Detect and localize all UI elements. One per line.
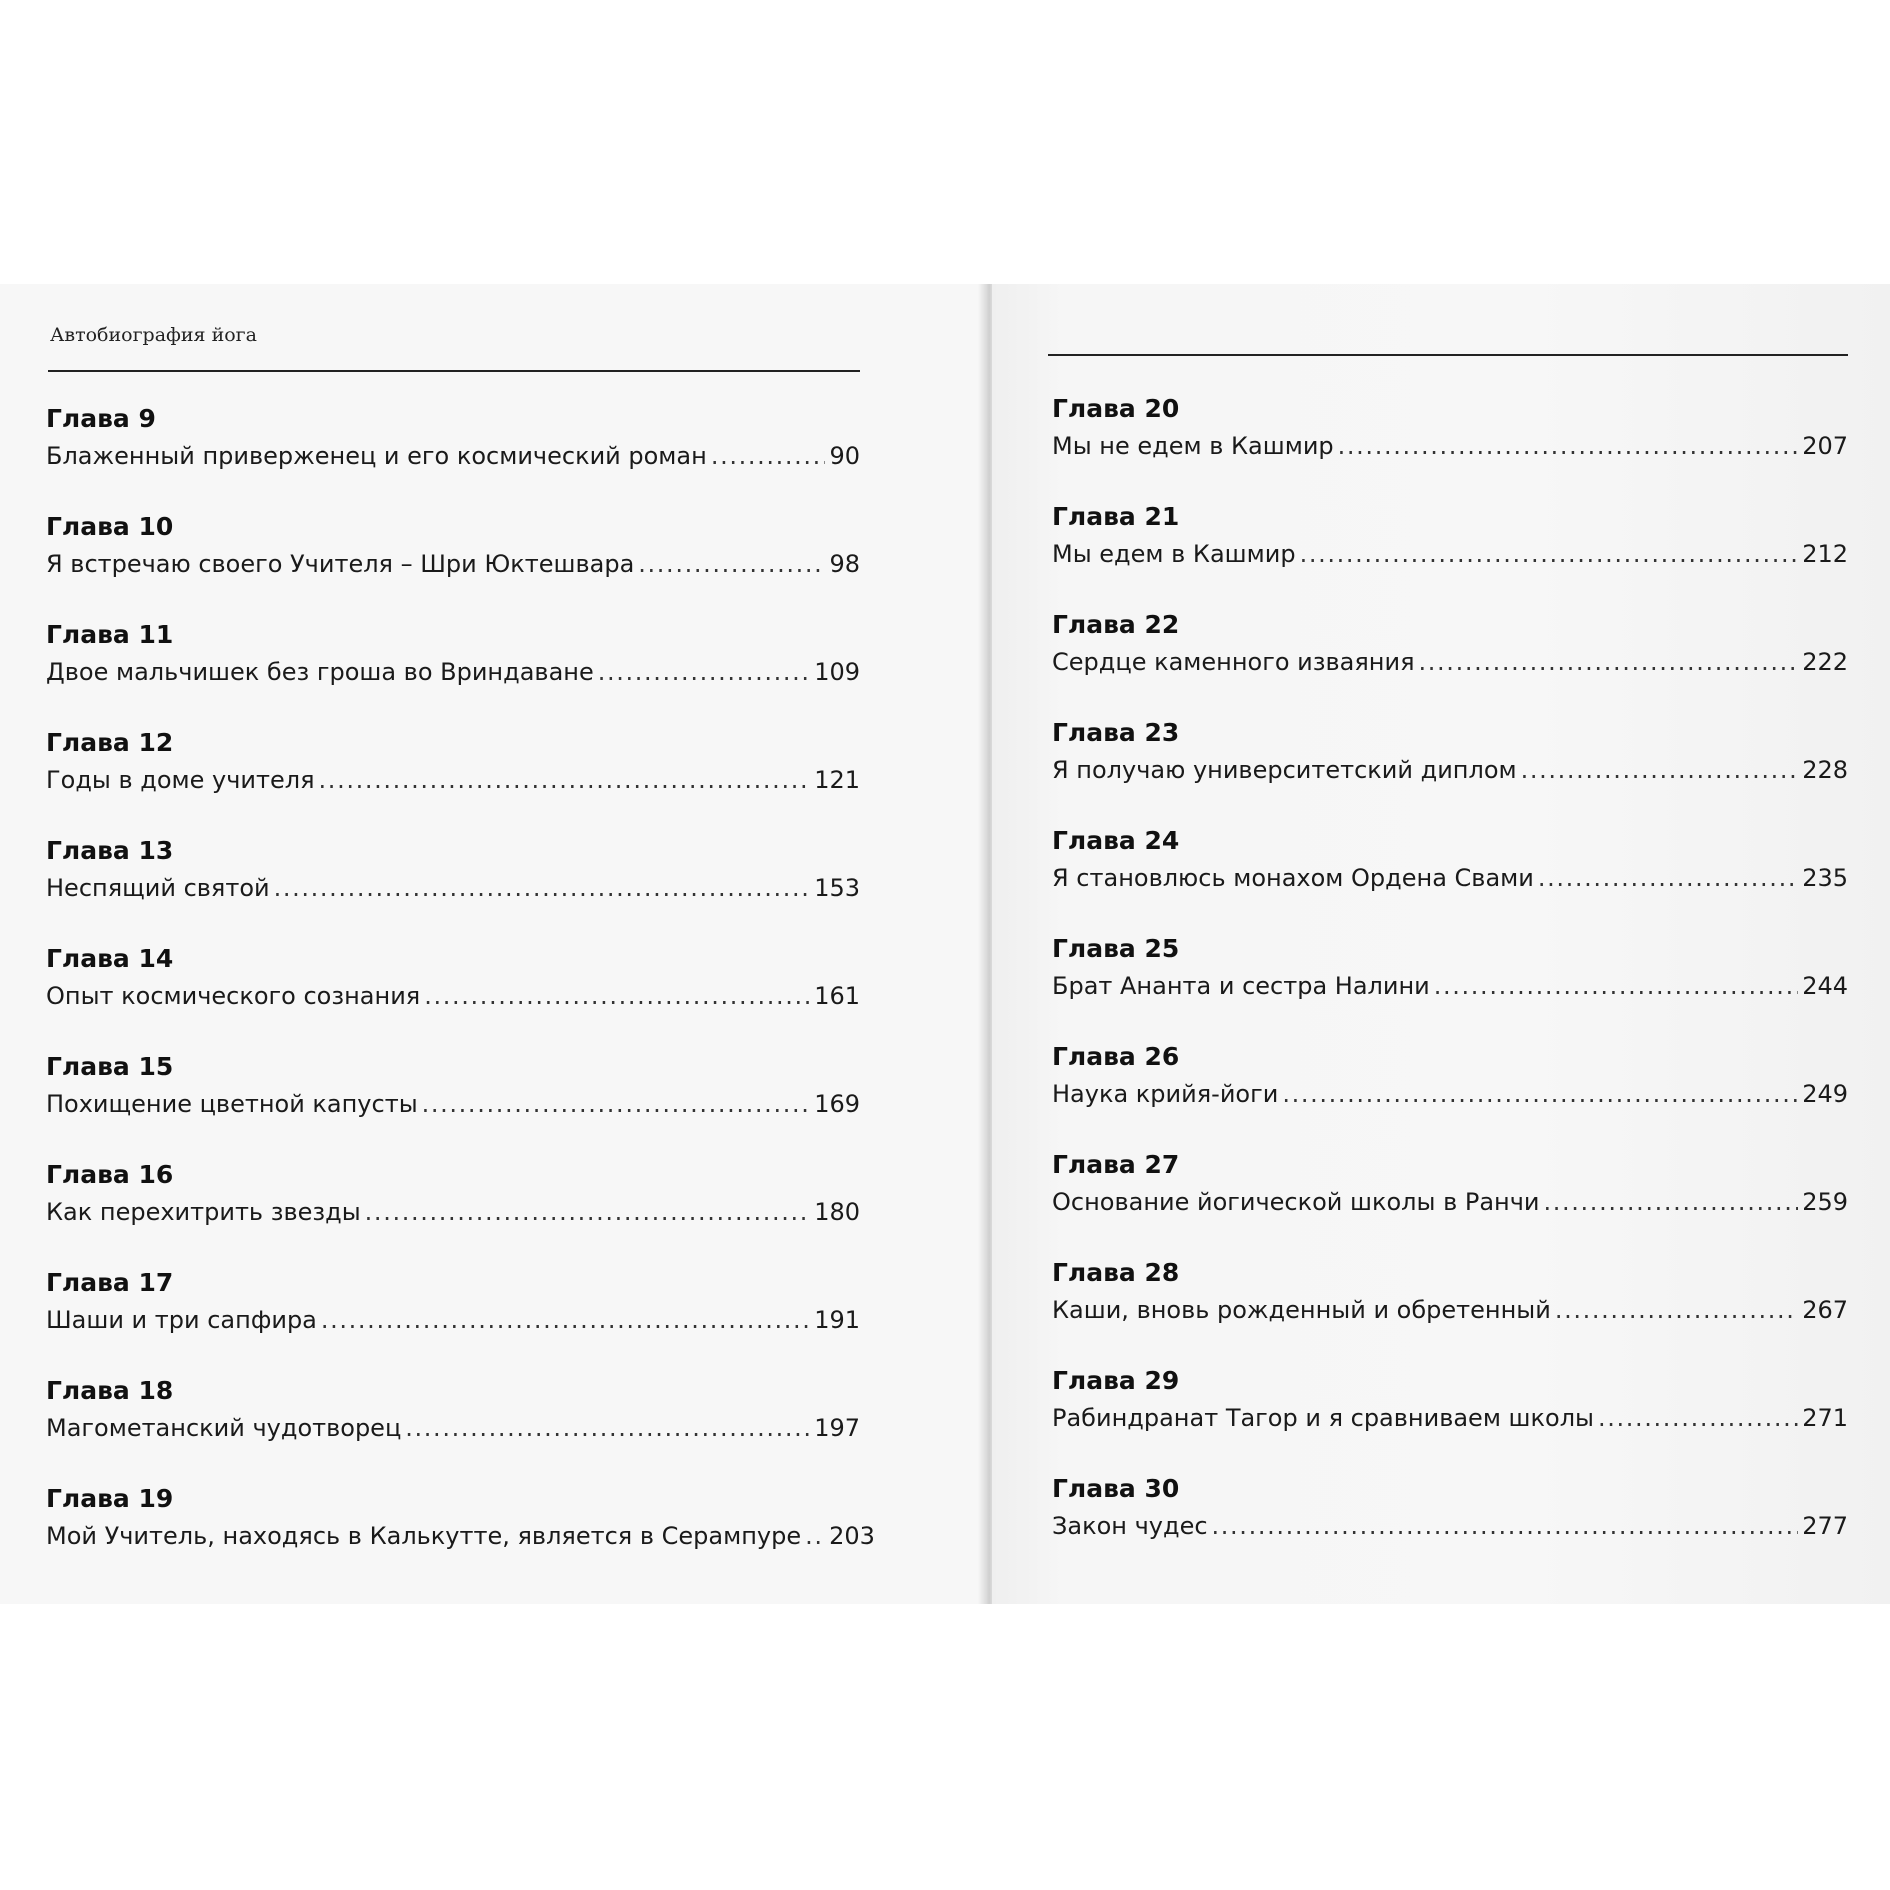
page-number: 228 [1802,756,1848,784]
page-number: 109 [814,658,860,686]
toc-entry [1052,608,1848,716]
toc-entry [1052,1364,1848,1472]
toc-line [46,760,860,800]
page-number: 180 [814,1198,860,1226]
dot-leader [365,1192,811,1232]
dot-leader [1555,1290,1798,1330]
dot-leader [1544,1182,1799,1222]
toc-line [1052,1182,1848,1222]
chapter-title: Брат Ананта и сестра Налини [1052,972,1430,1000]
toc-entry [46,618,860,726]
toc-entry [1052,716,1848,824]
chapter-title: Закон чудес [1052,1512,1208,1540]
toc-entry [46,402,860,510]
chapter-number: Глава 18 [46,1376,174,1405]
toc-entry [46,1374,860,1482]
toc-entry [1052,392,1848,500]
dot-leader [638,544,825,584]
dot-leader [1434,966,1798,1006]
right-page [992,284,1890,1604]
dot-leader [424,976,810,1016]
toc-entry [1052,932,1848,1040]
dot-leader [319,760,811,800]
chapter-title: Наука крийя-йоги [1052,1080,1279,1108]
toc-line [46,1192,860,1232]
toc-entry [1052,500,1848,608]
toc-entry [46,1266,860,1374]
page-number: 259 [1802,1188,1848,1216]
toc-line [46,1084,860,1124]
page-number: 277 [1802,1512,1848,1540]
chapter-title: Как перехитрить звезды [46,1198,361,1226]
page-number: 121 [814,766,860,794]
chapter-title: Я получаю университетский диплом [1052,756,1517,784]
chapter-title: Годы в доме учителя [46,766,315,794]
dot-leader [1419,642,1799,682]
chapter-title: Мой Учитель, находясь в Калькутте, является в Серампуре [46,1522,802,1550]
chapter-title: Двое мальчишек без гроша во Вриндаване [46,658,594,686]
chapter-title: Я становлюсь монахом Ордена Свами [1052,864,1534,892]
dot-leader [1282,1074,1798,1114]
chapter-title: Похищение цветной капусты [46,1090,418,1118]
chapter-number: Глава 12 [46,728,174,757]
dot-leader [805,1516,825,1556]
toc-line [46,436,860,476]
page-number: 271 [1802,1404,1848,1432]
page-number: 90 [829,442,860,470]
chapter-title: Блаженный приверженец и его космический роман [46,442,707,470]
chapter-number: Глава 10 [46,512,174,541]
chapter-title: Магометанский чудотворец [46,1414,402,1442]
chapter-title: Рабиндранат Тагор и я сравниваем школы [1052,1404,1594,1432]
chapter-number: Глава 27 [1052,1150,1180,1179]
toc-list-right [1052,392,1848,1580]
dot-leader [1338,426,1799,466]
header-rule [1048,354,1848,356]
page-number: 98 [829,550,860,578]
page-number: 235 [1802,864,1848,892]
dot-leader [1521,750,1799,790]
chapter-number: Глава 30 [1052,1474,1180,1503]
toc-entry [46,1050,860,1158]
chapter-title: Я встречаю своего Учителя – Шри Юктешвара [46,550,635,578]
chapter-number: Глава 21 [1052,502,1180,531]
toc-line [1052,750,1848,790]
dot-leader [1598,1398,1798,1438]
toc-entry [46,942,860,1050]
chapter-number: Глава 9 [46,404,156,433]
toc-entry [46,726,860,834]
toc-line [46,652,860,692]
toc-line [1052,1506,1848,1546]
toc-line [1052,1074,1848,1114]
chapter-number: Глава 11 [46,620,174,649]
toc-entry [1052,1148,1848,1256]
chapter-title: Опыт космического сознания [46,982,421,1010]
toc-entry [1052,824,1848,932]
page-number: 153 [814,874,860,902]
page-number: 191 [814,1306,860,1334]
chapter-number: Глава 23 [1052,718,1180,747]
toc-line [1052,642,1848,682]
page-number: 249 [1802,1080,1848,1108]
dot-leader [274,868,811,908]
page-number: 222 [1802,648,1848,676]
toc-line [1052,534,1848,574]
toc-entry [1052,1256,1848,1364]
chapter-number: Глава 16 [46,1160,174,1189]
toc-entry [46,1158,860,1266]
page-number: 207 [1802,432,1848,460]
chapter-number: Глава 19 [46,1484,174,1513]
page-number: 267 [1802,1296,1848,1324]
toc-line [46,1516,875,1556]
dot-leader [1212,1506,1799,1546]
page-number: 203 [829,1522,875,1550]
toc-entry [46,1482,875,1590]
dot-leader [1538,858,1798,898]
chapter-number: Глава 24 [1052,826,1180,855]
dot-leader [711,436,826,476]
chapter-number: Глава 17 [46,1268,174,1297]
toc-line [46,868,860,908]
left-page [0,284,984,1604]
toc-line [1052,1398,1848,1438]
chapter-number: Глава 13 [46,836,174,865]
chapter-title: Основание йогической школы в Ранчи [1052,1188,1540,1216]
chapter-number: Глава 15 [46,1052,174,1081]
toc-list-left [46,402,875,1590]
toc-line [46,1300,860,1340]
running-head: Автобиография йога [50,324,257,346]
page-number: 212 [1802,540,1848,568]
chapter-number: Глава 14 [46,944,174,973]
toc-entry [1052,1040,1848,1148]
toc-line [1052,966,1848,1006]
chapter-title: Шаши и три сапфира [46,1306,317,1334]
dot-leader [422,1084,811,1124]
toc-line [1052,1290,1848,1330]
chapter-number: Глава 25 [1052,934,1180,963]
toc-entry [1052,1472,1848,1580]
toc-entry [46,834,860,942]
dot-leader [598,652,810,692]
dot-leader [1300,534,1799,574]
chapter-number: Глава 22 [1052,610,1180,639]
toc-entry [46,510,860,618]
chapter-title: Сердце каменного изваяния [1052,648,1415,676]
page-number: 197 [814,1414,860,1442]
chapter-title: Неспящий святой [46,874,270,902]
page-number: 169 [814,1090,860,1118]
page-number: 244 [1802,972,1848,1000]
chapter-number: Глава 26 [1052,1042,1180,1071]
toc-line [1052,426,1848,466]
dot-leader [405,1408,810,1448]
chapter-number: Глава 20 [1052,394,1180,423]
chapter-number: Глава 29 [1052,1366,1180,1395]
toc-line [46,1408,860,1448]
toc-line [46,544,860,584]
chapter-title: Мы не едем в Кашмир [1052,432,1334,460]
dot-leader [321,1300,810,1340]
header-rule [48,370,860,372]
book-spread [0,284,1890,1604]
toc-line [46,976,860,1016]
page-number: 161 [814,982,860,1010]
chapter-title: Мы едем в Кашмир [1052,540,1296,568]
chapter-title: Каши, вновь рожденный и обретенный [1052,1296,1551,1324]
toc-line [1052,858,1848,898]
chapter-number: Глава 28 [1052,1258,1180,1287]
